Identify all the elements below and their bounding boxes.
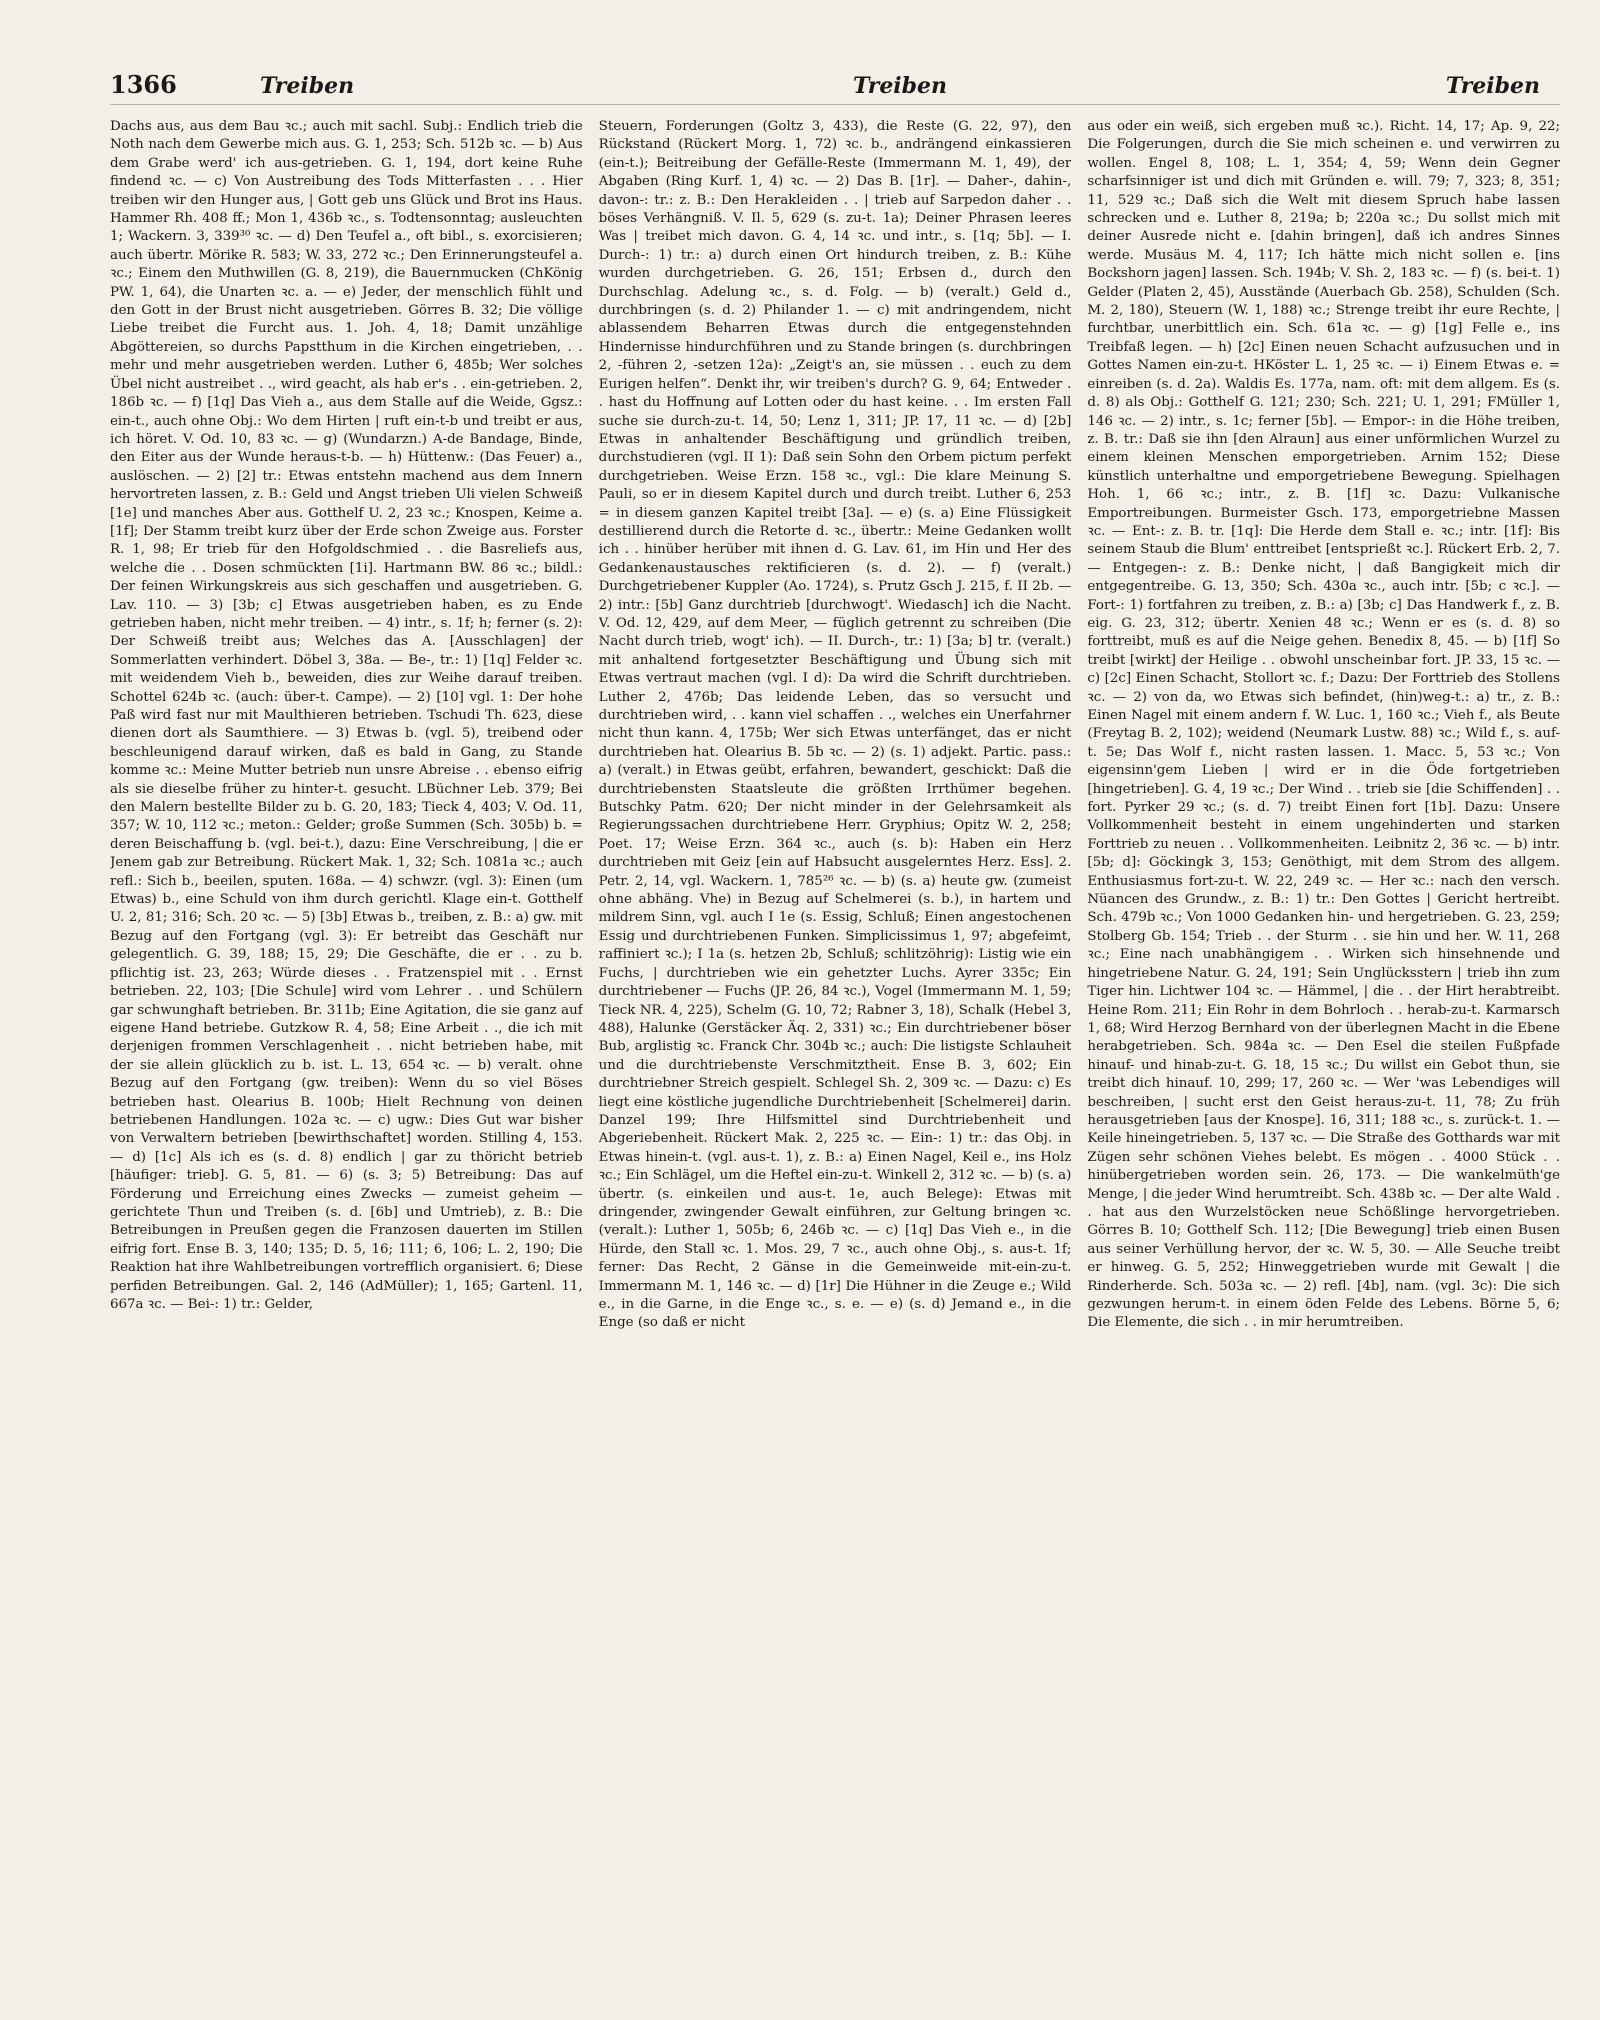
running-head-left: Treiben: [260, 73, 355, 99]
column-left: [110, 118, 583, 1990]
page-number: 1366: [110, 70, 177, 99]
column-right: [1087, 118, 1560, 1990]
running-head-right: Treiben: [1445, 73, 1541, 99]
dictionary-columns: [110, 118, 1560, 1990]
column-text: aus oder ein weiß, sich ergeben muß ꝛc.). Richt. 14, 17; Ap. 9, 22; Die Folgerungen, durch die Sie mich scheinen e. und verwirren zu wollen. Engel 8, 108; L. 1, 354; 4, 59; Wenn dein Gegner scharfsinniger ist und dich mit Gründen e. will. 79; 7, 323; 8, 351; 11, 529 ꝛc.; Daß sich die Welt mit diesem Spruch habe lassen schrecken und e. Luther 8, 219a; b; 220a ꝛc.; Du sollst mich mit deiner Ausrede nicht e. [dahin bringen], daß ich andres Sinnes werde. Musäus M. 4, 117; Ich hätte mich nicht sollen e. [ins Bockshorn jagen] lassen. Sch. 194b; V. Sh. 2, 183 ꝛc. — f) (s. bei-t. 1) Gelder (Platen 2, 45), Ausstände (Auerbach Gb. 258), Schulden (Sch. M. 2, 180), Steuern (W. 1, 188) ꝛc.; Strenge treibt ihr eure Rechte, | furchtbar, unerbittlich ein. Sch. 61a ꝛc. — g) [1g] Felle e., ins Treibfaß legen. — h) [2c] Einen neuen Schacht aufzusuchen und in Gottes Namen ein-zu-t. HKöster L. 1, 25 ꝛc. — i) Einem Etwas e. = einreiben (s. d. 2a). Waldis Es. 177a, nam. oft: mit dem allgem. Es (s. d. 8) als Obj.: Gotthelf G. 121; 230; Sch. 221; U. 1, 291; FMüller 1, 146 ꝛc. — 2) intr., s. 1c; ferner [5b]. — Empor-: in die Höhe treiben, z. B. tr.: Daß sie ihn [den Alraun] aus einer unförmlichen Wurzel zu einem kleinen Menschen emporgetrieben. Arnim 152; Diese künstlich unterhaltne und emporgetriebene Bewegung. Spielhagen Hoh. 1, 66 ꝛc.; intr., z. B. [1f] ꝛc. Dazu: Vulkanische Emportreibungen. Burmeister Gsch. 173, emporgetriebne Massen ꝛc. — Ent-: z. B. tr. [1q]: Die Herde dem Stall e. ꝛc.; intr. [1f]: Bis seinem Staub die Blum' enttreibet [entsprießt ꝛc.]. Rückert Erb. 2, 7. — Entgegen-: z. B.: Denke nicht, | daß Bangigkeit mich dir entgegentreibe. G. 13, 350; Sch. 430a ꝛc., auch intr. [5b; c ꝛc.]. — Fort-: 1) fortfahren zu treiben, z. B.: a) [3b; c] Das Handwerk f., z. B. eig. G. 23, 312; übertr. Xenien 48 ꝛc.; Wenn er es (s. d. 8) so forttreibt, muß es auf die Neige gehen. Benedix 8, 45. — b) [1f] So treibt [wirkt] der Heilige . . obwohl unscheinbar fort. JP. 33, 15 ꝛc. — c) [2c] Einen Schacht, Stollort ꝛc. f.; Dazu: Der Forttrieb des Stollens ꝛc. — 2) von da, wo Etwas sich befindet, (hin)weg-t.: a) tr., z. B.: Einen Nagel mit einem andern f. W. Luc. 1, 160 ꝛc.; Vieh f., als Beute (Freytag B. 2, 102); weidend (Neumark Lustw. 88) ꝛc.; Wild f., s. auf-t. 5e; Das Wolf f., nicht rasten lassen. 1. Macc. 5, 53 ꝛc.; Von eigensinn'gem Lieben | wird er in die Öde fortgetrieben [hingetrieben]. G. 4, 19 ꝛc.; Der Wind . . trieb sie [die Schiffenden] . . fort. Pyrker 29 ꝛc.; (s. d. 7) treibt Einen fort [1b]. Dazu: Unsere Vollkommenheit besteht in einem ungehinderten und starken Forttrieb zu neuen . . Vollkommenheiten. Leibnitz 2, 36 ꝛc. — b) intr. [5b; d]: Göckingk 3, 153; Genöthigt, mit dem Strom des allgem. Enthusiasmus fort-zu-t. W. 22, 249 ꝛc. — Her ꝛc.: nach den versch. Nüancen des Grundw., z. B.: 1) tr.: Den Gottes | Gericht hertreibt. Sch. 479b ꝛc.; Von 1000 Gedanken hin- und hergetrieben. G. 23, 259; Stolberg Gb. 154; Trieb . . der Sturm . . sie hin und her. W. 11, 268 ꝛc.; Eine nach unabhängigem . . Wirken sich hinsehnende und hingetriebene Natur. G. 24, 191; Sein Unglücksstern | trieb ihn zum Tiger hin. Lichtwer 104 ꝛc. — Hämmel, | die . . der Hirt herabtreibt. Heine Rom. 211; Ein Rohr in dem Bohrloch . . herab-zu-t. Karmarsch 1, 68; Wird Herzog Bernhard von der überlegnen Macht in die Ebene herabgetrieben. Sch. 984a ꝛc. — Den Esel die steilen Fußpfade hinauf- und hinab-zu-t. G. 18, 15 ꝛc.; Du willst ein Gebot thun, sie treibt dich hinauf. 10, 299; 17, 260 ꝛc. — Wer 'was Lebendiges will beschreiben, | sucht erst den Geist heraus-zu-t. 11, 78; Zu früh herausgetrieben [aus der Knospe]. 16, 311; 188 ꝛc., s. zurück-t. 1. — Keile hineingetrieben. 5, 137 ꝛc. — Die Straße des Gotthards war mit Zügen sehr schönen Viehes belebt. Es mögen . . 4000 Stück . . hinübergetrieben worden sein. 26, 173. — Die wankelmüth'ge Menge, | die jeder Wind herumtreibt. Sch. 438b ꝛc. — Der alte Wald . . hat aus den Wurzelstöcken neue Schößlinge hervorgetrieben. Görres B. 10; Gotthelf Sch. 112; [Die Bewegung] trieb einen Busen aus seiner Verhüllung hervor, der ꝛc. W. 5, 30. — Alle Seuche treibt er hinweg. G. 5, 252; Hinweggetrieben wurde mit Gewalt | die Rinderherde. Sch. 503a ꝛc. — 2) refl. [4b], nam. (vgl. 3c): Die sich gezwungen herum-t. in einem öden Felde des Lebens. Börne 5, 6; Die Elemente, die sich . . in mir herumtreiben.: [1087, 119, 1561, 1331]
column-text: Dachs aus, aus dem Bau ꝛc.; auch mit sachl. Subj.: Endlich trieb die Noth nach dem Gewerbe mich aus. G. 1, 253; Sch. 512b ꝛc. — b) Aus dem Grabe werd' ich aus-getrieben. G. 1, 194, dort keine Ruhe findend ꝛc. — c) Von Austreibung des Tods Mitterfasten . . . Hier treiben wir den Hunger aus, | Gott geb uns Glück und Brot ins Haus. Hammer Rh. 408 ff.; Mon 1, 436b ꝛc., s. Todtensonntag; ausleuchten 1; Wackern. 3, 339³⁰ ꝛc. — d) Den Teufel a., oft bibl., s. exorcisieren; auch übertr. Mörike R. 583; W. 33, 272 ꝛc.; Den Erinnerungsteufel a. ꝛc.; Einem den Muthwillen (G. 8, 219), die Bauernmucken (ChKönig PW. 1, 64), die Unarten ꝛc. a. — e) Jeder, der menschlich fühlt und den Gott in der Brust nicht ausgetrieben. Görres B. 32; Die völlige Liebe treibet die Furcht aus. 1. Joh. 4, 18; Damit unzählige Abgöttereien, so durchs Papstthum in die Kirchen eingetrieben, . . mehr und mehr ausgetrieben werden. Luther 6, 485b; Wer solches Übel nicht austreibet . ., wird geacht, als hab er's . . ein-getrieben. 2, 186b ꝛc. — f) [1q] Das Vieh a., aus dem Stalle auf die Weide, Ggsz.: ein-t., auch ohne Obj.: Wo dem Hirten | ruft ein-t-b und treibt er aus, ich höret. V. Od. 10, 83 ꝛc. — g) (Wundarzn.) A-de Bandage, Binde, den Eiter aus der Wunde heraus-t-b. — h) Hüttenw.: (Das Feuer) a., auslöschen. — 2) [2] tr.: Etwas entstehn machend aus dem Innern hervortreten lassen, z. B.: Geld und Angst trieben Uli vielen Schweiß [1e] und manches Aber aus. Gotthelf U. 2, 23 ꝛc.; Knospen, Keime a. [1f]; Der Stamm treibt kurz über der Erde schon Zweige aus. Forster R. 1, 98; Er trieb für den Hofgoldschmied . . die Basreliefs aus, welche die . . Dosen schmückten [1i]. Hartmann BW. 86 ꝛc.; bildl.: Der feinen Wirkungskreis aus sich geschaffen und ausgetrieben. G. Lav. 110. — 3) [3b; c] Etwas ausgetrieben haben, es zu Ende getrieben haben, nicht mehr treiben. — 4) intr., s. 1f; h; ferner (s. 2): Der Schweiß treibt aus; Welches das A. [Ausschlagen] der Sommerlatten verhindert. Döbel 3, 38a. — Be-, tr.: 1) [1q] Felder ꝛc. mit weidendem Vieh b., beweiden, dies zur Weihe darauf treiben. Schottel 624b ꝛc. (auch: über-t. Campe). — 2) [10] vgl. 1: Der hohe Paß wird fast nur mit Maulthieren betrieben. Tschudi Th. 623, diese dienen dort als Saumthiere. — 3) Etwas b. (vgl. 5), treibend oder beschleunigend darauf wirken, daß es bald in Gang, zu Stande komme ꝛc.: Meine Mutter betrieb nun unsre Abreise . . ebenso eifrig als sie dieselbe früher zu hinter-t. gesucht. LBüchner Leb. 379; Bei den Malern bestellte Bilder zu b. G. 20, 183; Tieck 4, 403; V. Od. 11, 357; W. 10, 112 ꝛc.; meton.: Gelder; große Summen (Sch. 305b) b. = deren Beischaffung b. (vgl. bei-t.), dazu: Eine Verschreibung, | die er Jenem gab zur Betreibung. Rückert Mak. 1, 32; Sch. 1081a ꝛc.; auch refl.: Sich b., beeilen, sputen. 168a. — 4) schwzr. (vgl. 3): Einen (um Etwas) b., eine Schuld von ihm durch gerichtl. Klage ein-t. Gotthelf U. 2, 81; 316; Sch. 20 ꝛc. — 5) [3b] Etwas b., treiben, z. B.: a) gw. mit Bezug auf den Fortgang (vgl. 3): Er betreibt das Geschäft nur gelegentlich. G. 39, 188; 15, 29; Die Geschäfte, die er . . zu b. pflichtig ist. 23, 263; Würde dieses . . Fratzenspiel mit . . Ernst betrieben. 22, 103; [Die Schule] wird vom Lehrer . . und Schülern gar schwunghaft betrieben. Br. 311b; Eine Agitation, die sie ganz auf eigene Hand betriebe. Gutzkow R. 4, 58; Eine Arbeit . ., die ich mit derjenigen frommen Verschlagenheit . . nicht betrieben habe, mit der sie allein glücklich zu b. ist. L. 13, 654 ꝛc. — b) veralt. ohne Bezug auf den Fortgang (gw. treiben): Wenn du so viel Böses betrieben hast. Olearius B. 100b; Hielt Rechnung von deinen betriebenen Handlungen. 102a ꝛc. — c) ugw.: Dies Gut war bisher von Verwaltern betrieben [bewirthschaftet] worden. Stilling 4, 153. — d) [1c] Als ich es (s. d. 8) endlich | gar zu thöricht betrieb [häufiger: trieb]. G. 5, 81. — 6) (s. 3; 5) Betreibung: Das auf Förderung und Erreichung eines Zwecks — zumeist geheim — gerichtete Thun und Treiben (s. d. [6b] und Umtrieb), z. B.: Die Betreibungen in Preußen gegen die Franzosen dauerten im Stillen eifrig fort. Ense B. 3, 140; 135; D. 5, 16; 111; 6, 106; L. 2, 190; Die Reaktion hat ihre Wahlbetreibungen vortrefflich organisiert. 6; Diese perfiden Betreibungen. Gal. 2, 146 (AdMüller); 1, 165; Gartenl. 11, 667a ꝛc. — Bei-: 1) tr.: Gelder,: [110, 119, 583, 1312]
column-middle: [599, 118, 1072, 1990]
running-head-center: Treiben: [852, 73, 948, 99]
column-text: Steuern, Forderungen (Goltz 3, 433), die Reste (G. 22, 97), den Rückstand (Rückert Morg. 1, 72) ꝛc. b., andrängend einkassieren (ein-t.); Beitreibung der Gefälle-Reste (Immermann M. 1, 49), der Abgaben (Ring Kurf. 1, 4) ꝛc. — 2) Das B. [1r]. — Daher-, dahin-, davon-: tr.: z. B.: Den Herakleiden . . | trieb auf Sarpedon daher . . böses Verhängniß. V. Il. 5, 629 (s. zu-t. 1a); Deiner Phrasen leeres Was | treibet mich davon. G. 4, 14 ꝛc. und intr., s. [1q; 5b]. — I. Durch-: 1) tr.: a) durch einen Ort hindurch treiben, z. B.: Kühe wurden durchgetrieben. G. 26, 151; Erbsen d., durch den Durchschlag. Adelung ꝛc., s. d. Folg. — b) (veralt.) Geld d., durchbringen (s. d. 2) Philander 1. — c) mit andringendem, nicht ablassendem Beharren Etwas durch die entgegenstehnden Hindernisse hindurchführen und zu Stande bringen (s. durchbringen 2, -führen 2, -setzen 12a): „Zeigt's an, sie müssen . . euch zu dem Eurigen helfen“. Denkt ihr, wir treiben's durch? G. 9, 64; Entweder . . hast du Hoffnung auf Lotten oder du hast keine. . . Im ersten Fall suche sie durch-zu-t. 14, 50; Lenz 1, 311; JP. 17, 11 ꝛc. — d) [2b] Etwas in anhaltender Beschäftigung und gründlich treiben, durchstudieren (vgl. II 1): Daß sein Sohn den Orbem pictum perfekt durchgetrieben. Weise Erzn. 158 ꝛc., vgl.: Die klare Meinung S. Pauli, so er in diesem Kapitel durch und durch treibt. Luther 6, 253 = in diesem ganzen Kapitel treibt [3a]. — e) (s. a) Eine Flüssigkeit destillierend durch die Retorte d. ꝛc., übertr.: Meine Gedanken wollt ich . . hinüber herüber mit ihnen d. G. Lav. 61, im Hin und Her des Gedankenaustausches rektificieren (s. d. 2). — f) (veralt.) Durchgetriebener Kuppler (Ao. 1724), s. Prutz Gsch J. 215, f. II 2b. — 2) intr.: [5b] Ganz durchtrieb [durchwogt'. Wiedasch] ich die Nacht. V. Od. 12, 429, auf dem Meer, — füglich getrennt zu schreiben (Die Nacht durch trieb, wogt' ich). — II. Durch-, tr.: 1) [3a; b] tr. (veralt.) mit anhaltend fortgesetzter Beschäftigung und Übung sich mit Etwas vertraut machen (vgl. I d): Da wird die Schrift durchtrieben. Luther 2, 476b; Das leidende Leben, das so versucht und durchtrieben wird, . . kann viel schaffen . ., welches ein Unerfahrner nicht thun kann. 4, 175b; Wer sich Etwas unterfänget, das er nicht durchtrieben hat. Olearius B. 5b ꝛc. — 2) (s. 1) adjekt. Partic. pass.: a) (veralt.) in Etwas geübt, erfahren, bewandert, geschickt: Daß die durchtriebensten Staatsleute die größten Irrthümer begehen. Butschky Patm. 620; Der nicht minder in der Gelehrsamkeit als Regierungssachen durchtriebene Herr. Gryphius; Opitz W. 2, 258; Poet. 17; Weise Erzn. 364 ꝛc., auch (s. b): Haben ein Herz durchtrieben mit Geiz [ein auf Habsucht ausgelerntes Herz. Ess]. 2. Petr. 2, 14, vgl. Wackern. 1, 785²⁶ ꝛc. — b) (s. a) heute gw. (zumeist ohne abhäng. Vhe) in Bezug auf Schelmerei (s. b.), in hartem und mildrem Sinn, vgl. auch I 1e (s. Essig, Schluß; Einen angestochenen Essig und durchtriebenen Funken. Simplicissimus 1, 97; abgefeimt, raffiniert ꝛc.); I 1a (s. hetzen 2b, Schluß; schlitzöhrig): Listig wie ein Fuchs, | durchtrieben wie ein gehetzter Luchs. Ayrer 335c; Ein durchtriebener — Fuchs (JP. 26, 84 ꝛc.), Vogel (Immermann M. 1, 59; Tieck NR. 4, 225), Schelm (G. 10, 72; Rabner 3, 18), Schalk (Hebel 3, 488), Halunke (Gerstäcker Äq. 2, 331) ꝛc.; Ein durchtriebener böser Bub, arglistig ꝛc. Franck Chr. 304b ꝛc.; auch: Die listigste Schlauheit und die durchtriebenste Verschmitztheit. Ense B. 3, 602; Ein durchtriebner Streich gespielt. Schlegel Sh. 2, 309 ꝛc. — Dazu: c) Es liegt eine köstliche jugendliche Durchtriebenheit [Schelmerei] darin. Danzel 199; Ihre Hilfsmittel sind Durchtriebenheit und Abgeriebenheit. Rückert Mak. 2, 225 ꝛc. — Ein-: 1) tr.: das Obj. in Etwas hinein-t. (vgl. aus-t. 1), z. B.: a) Einen Nagel, Keil e., ins Holz ꝛc.; Ein Schlägel, um die Heftel ein-zu-t. Winkell 2, 312 ꝛc. — b) (s. a) übertr. (s. einkeilen und aus-t. 1e, auch Belege): Etwas mit dringender, zwingender Gewalt einführen, zur Geltung bringen ꝛc. (veralt.): Luther 1, 505b; 6, 246b ꝛc. — c) [1q] Das Vieh e., in die Hürde, den Stall ꝛc. 1. Mos. 29, 7 ꝛc., auch ohne Obj., s. aus-t. 1f; ferner: Das Recht, 2 Gänse in die Gemeinweide mit-ein-zu-t. Immermann M. 1, 146 ꝛc. — d) [1r] Die Hühner in die Zeuge e.; Wild e., in die Garne, in die Enge ꝛc., s. e. — e) (s. d) Jemand e., in die Enge (so daß er nicht: [598, 119, 1072, 1331]
page-header: [110, 70, 1560, 105]
